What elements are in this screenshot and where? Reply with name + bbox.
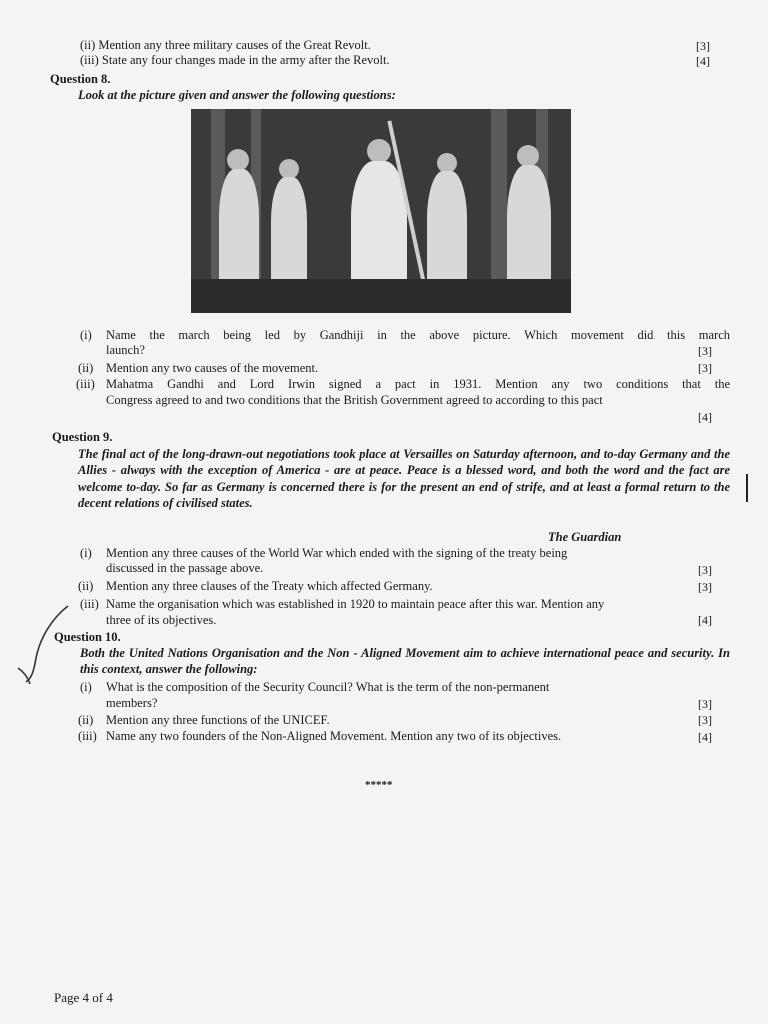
q10-iii-mark: [4] [698,730,712,744]
q8-instruction: Look at the picture given and answer the following questions: [78,88,396,102]
q9-iii-num: (iii) [80,597,99,611]
q8-i-mark: [3] [698,344,712,358]
q7-iii-text: (iii) State any four changes made in the army after the Revolt. [80,53,390,67]
q10-iii-num: (iii) [78,729,97,743]
q9-passage: The final act of the long-drawn-out negotiations took place at Versailles on Saturday afternoon, and to-day Germany and the Allies - always with the exception of America - are at peace. Peace is a blessed word, and both the word and the fact are welcome to-day. So far as Germany is concerned there is for the present an end of strife, and at least a formal return to the decent relations of civilised states. [78,447,730,511]
q10-title: Question 10. [54,630,121,644]
q8-iii-line1: Mahatma Gandhi and Lord Irwin signed a pact in 1931. Mention any two conditions that the [106,377,730,391]
page-footer: Page 4 of 4 [54,990,113,1005]
q9-i-line2: discussed in the passage above. [106,561,264,575]
q8-iii-line2: Congress agreed to and two conditions that the British Government agreed to according to this pact [106,393,603,407]
q9-i-line1: Mention any three causes of the World War which ended with the signing of the treaty being [106,546,568,560]
q9-ii-mark: [3] [698,580,712,594]
q10-i-mark: [3] [698,697,712,711]
q9-i-num: (i) [80,546,92,560]
q9-title: Question 9. [52,430,113,444]
q10-ii-mark: [3] [698,713,712,727]
q8-i-line2: launch? [106,343,145,357]
margin-tick-mark [746,474,751,502]
q10-iii-line1: Name any two founders of the Non-Aligned Movement. Mention any two of its objectives. [106,729,562,743]
q8-ii-num: (ii) [78,361,94,375]
q8-ii-mark: [3] [698,361,712,375]
q10-i-line1: What is the composition of the Security Council? What is the term of the non-permanent [106,680,550,694]
q10-i-num: (i) [80,680,92,694]
q8-iii-mark: [4] [698,410,712,424]
q9-source: The Guardian [548,530,622,544]
q7-ii-text: (ii) Mention any three military causes of the Great Revolt. [80,38,371,52]
q9-iii-line2: three of its objectives. [106,613,217,627]
q10-ii-num: (ii) [78,713,94,727]
q7-iii-mark: [4] [696,54,710,68]
q10-i-line2: members? [106,696,158,710]
q9-ii-line1: Mention any three clauses of the Treaty which affected Germany. [106,579,433,593]
q7-ii-mark: [3] [696,39,710,53]
q8-title: Question 8. [50,72,111,86]
q8-iii-num: (iii) [76,377,95,391]
end-marker: ***** [365,779,393,791]
q8-i-line1: Name the march being led by Gandhiji in the above picture. Which movement did this march [106,328,730,342]
q9-ii-num: (ii) [78,579,94,593]
q9-iii-line1: Name the organisation which was established in 1920 to maintain peace after this war. Mention any [106,597,605,611]
q9-i-mark: [3] [698,563,712,577]
q8-i-num: (i) [80,328,92,342]
march-photo [191,109,571,313]
q8-ii-line1: Mention any two causes of the movement. [106,361,319,375]
q9-iii-mark: [4] [698,613,712,627]
q10-intro: Both the United Nations Organisation and the Non - Aligned Movement aim to achieve international peace and security. In this context, answer the following: [80,646,730,677]
q10-ii-line1: Mention any three functions of the UNICEF. [106,713,330,727]
